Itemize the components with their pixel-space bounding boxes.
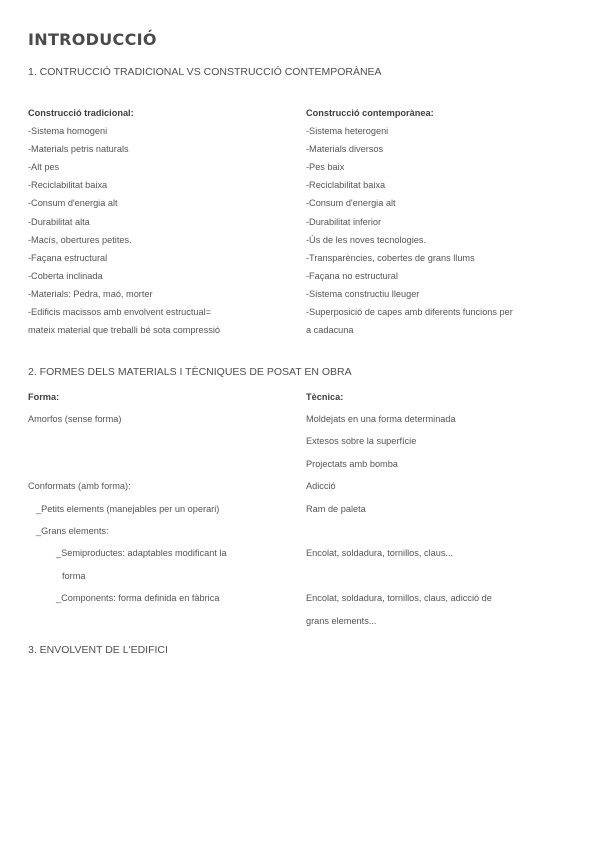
section-3-heading: 3. ENVOLVENT DE L'EDIFICI: [28, 644, 168, 656]
forma-item: _Components: forma definida en fàbrica: [56, 593, 220, 604]
contemporary-item: -Sistema heterogeni: [306, 126, 389, 137]
contemporary-item: -Reciclabilitat baixa: [306, 180, 386, 191]
contemporary-item: a cadacuna: [306, 325, 354, 336]
traditional-item: -Materials petris naturals: [28, 144, 129, 155]
forma-spacer: [28, 610, 227, 632]
traditional-item: -Materials: Pedra, maó, morter: [28, 288, 153, 299]
tecnica-item: Moldejats en una forma determinada: [306, 414, 456, 424]
tecnica-spacer: [306, 520, 492, 542]
page-title: INTRODUCCIÓ: [28, 30, 157, 49]
traditional-item: -Edificis macissos amb envolvent estructual=: [28, 307, 212, 318]
section-2-heading: 2. FORMES DELS MATERIALS I TÈCNIQUES DE POSAT EN OBRA: [28, 366, 352, 378]
contemporary-item: -Façana no estructural: [306, 270, 398, 281]
contemporary-item: -Consum d'energia alt: [306, 198, 396, 209]
forma-item: forma: [62, 570, 86, 581]
contemporary-column: [306, 104, 513, 339]
contemporary-item: -Materials diversos: [306, 144, 384, 155]
forma-item: _Semiproductes: adaptables modificant la: [56, 548, 227, 559]
tecnica-item: Adicció: [306, 481, 336, 492]
tecnica-item: Projectats amb bomba: [306, 458, 398, 469]
traditional-item: -Macís, obertures petites.: [28, 234, 132, 245]
tecnica-item: Encolat, soldadura, tornillos, claus...: [306, 548, 454, 559]
contemporary-item: -Pes baix: [306, 162, 345, 173]
tecnica-item: Ram de paleta: [306, 503, 366, 514]
forma-header: Forma:: [28, 392, 60, 402]
forma-item: Amorfos (sense forma): [28, 414, 122, 424]
tecnica-spacer: [306, 565, 492, 587]
traditional-item: -Façana estructural: [28, 252, 108, 263]
contemporary-header: Construcció contemporànea:: [306, 108, 434, 118]
traditional-column: [28, 104, 220, 339]
forma-item: Conformats (amb forma):: [28, 481, 131, 492]
forma-column: [28, 386, 227, 632]
tecnica-item: grans elements...: [306, 615, 377, 626]
traditional-item: -Reciclabilitat baixa: [28, 180, 108, 191]
traditional-item: -Sistema homogeni: [28, 126, 108, 137]
contemporary-item: -Sistema constructiu lleuger: [306, 288, 420, 299]
contemporary-item: -Ús de les noves tecnologies.: [306, 234, 427, 245]
traditional-item: mateix material que treballi bé sota compressió: [28, 325, 221, 336]
contemporary-item: -Durabilitat inferior: [306, 216, 382, 227]
forma-item: _Grans elements:: [36, 526, 109, 536]
traditional-header: Construcció tradicional:: [28, 108, 134, 118]
traditional-item: -Coberta inclinada: [28, 270, 103, 281]
contemporary-item: -Superposició de capes amb diferents funcions per: [306, 307, 513, 318]
contemporary-item: -Transparències, cobertes de grans llums: [306, 252, 475, 263]
forma-spacer: [28, 430, 227, 452]
forma-spacer: [28, 453, 227, 475]
section-1-heading: 1. CONTRUCCIÓ TRADICIONAL VS CONSTRUCCIÓ CONTEMPORÀNEA: [28, 66, 382, 78]
tecnica-item: Encolat, soldadura, tornillos, claus, adicció de: [306, 593, 492, 604]
traditional-item: -Consum d'energia alt: [28, 198, 118, 209]
tecnica-item: Extesos sobre la superfície: [306, 436, 417, 447]
traditional-item: -Durabilitat alta: [28, 216, 90, 227]
tecnica-header: Tècnica:: [306, 392, 344, 402]
forma-item: _Petits elements (manejables per un operari): [36, 503, 220, 514]
traditional-item: -Alt pes: [28, 162, 60, 173]
tecnica-column: [306, 386, 492, 632]
